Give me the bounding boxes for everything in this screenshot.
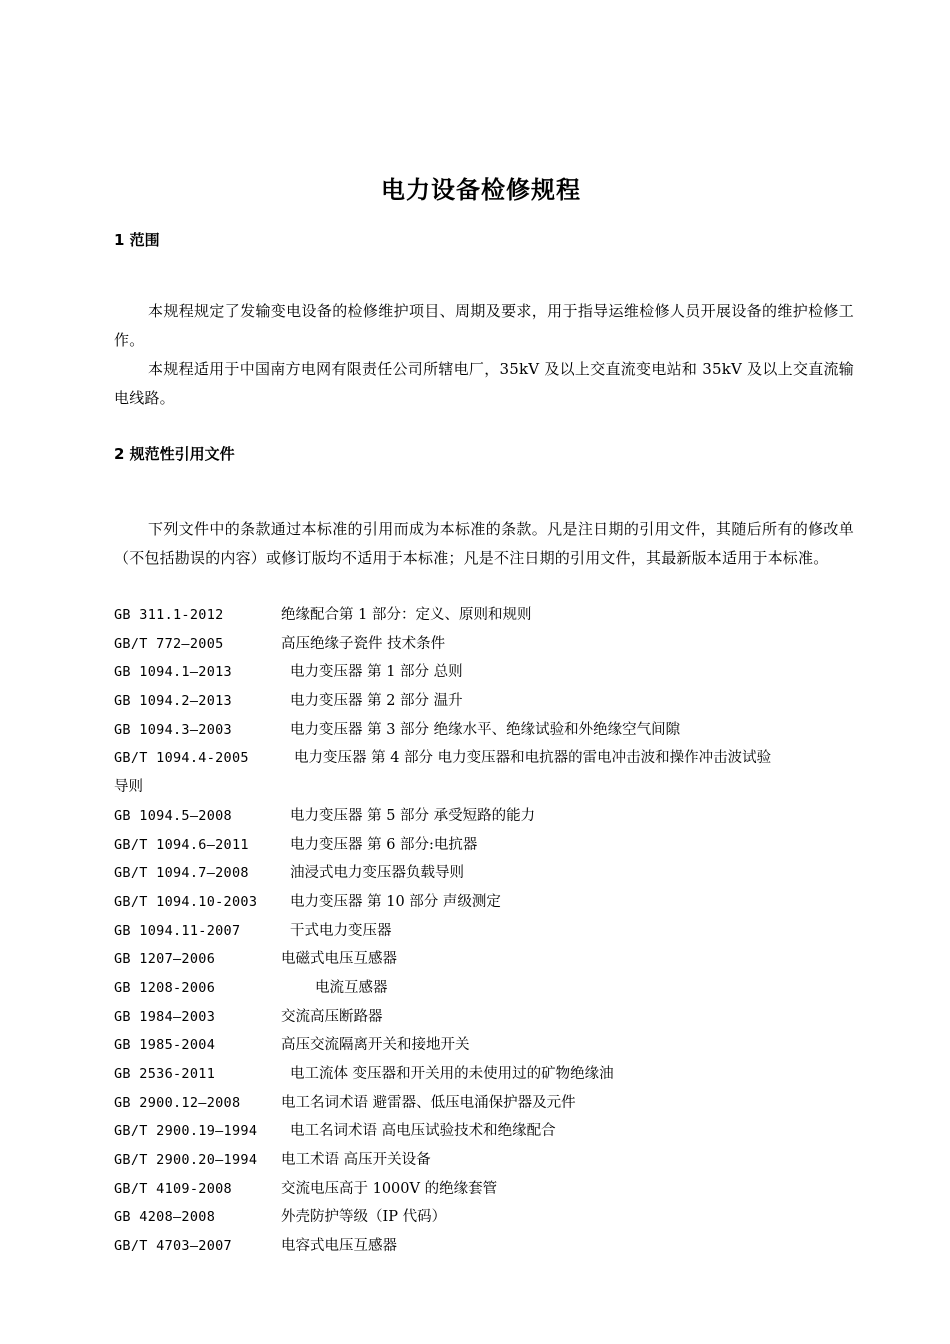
- reference-title: 绝缘配合第 1 部分：定义、原则和规则: [281, 607, 532, 623]
- reference-item: [114, 1060, 854, 1089]
- reference-item: [114, 630, 854, 659]
- reference-title: 电力变压器 第 4 部分 电力变压器和电抗器的雷电冲击波和操作冲击波试验: [294, 750, 772, 767]
- scope-paragraph-1: 本规程规定了发输变电设备的检修维护项目、周期及要求，用于指导运维检修人员开展设备的维护检修工作。: [114, 302, 854, 349]
- reference-title: 高压交流隔离开关和接地开关: [281, 1037, 470, 1054]
- reference-title: 交流高压断路器: [281, 1008, 383, 1025]
- reference-title: 电力变压器 第 10 部分 声级测定: [290, 893, 501, 910]
- reference-item: [114, 1003, 854, 1032]
- reference-item: [114, 687, 854, 716]
- reference-title: 电力变压器 第 3 部分 绝缘水平、绝缘试验和外绝缘空气间隙: [290, 721, 681, 738]
- scope-paragraph-2: 本规程适用于中国南方电网有限责任公司所辖电厂，35kV 及以上交直流变电站和 35kV 及以上交直流输电线路。: [114, 360, 854, 407]
- section-heading-normative-references: 2 规范性引用文件: [114, 445, 235, 463]
- reference-item: [114, 1146, 854, 1175]
- reference-item: [114, 1203, 854, 1232]
- reference-item: [114, 974, 854, 1003]
- reference-title: 电工流体 变压器和开关用的未使用过的矿物绝缘油: [290, 1066, 614, 1082]
- reference-title: 电力变压器 第 1 部分 总则: [290, 664, 463, 681]
- reference-code: GB 2536-2011: [114, 1066, 216, 1082]
- reference-code: GB/T 772—2005: [114, 635, 224, 652]
- reference-title: 电力变压器 第 5 部分 承受短路的能力: [290, 807, 536, 824]
- reference-title-continuation: 导则: [114, 779, 143, 796]
- reference-code: GB 1094.3—2003: [114, 721, 232, 738]
- reference-item: [114, 888, 854, 917]
- reference-item: [114, 601, 854, 630]
- reference-title: 电力变压器 第 6 部分:电抗器: [290, 836, 478, 853]
- references-intro-paragraph: 下列文件中的条款通过本标准的引用而成为本标准的条款。凡是注日期的引用文件，其随后所有的修改单（不包括勘误的内容）或修订版均不适用于本标准；凡是不注日期的引用文件，其最新版本适用于本标准。: [114, 520, 854, 567]
- reference-code: GB/T 1094.4-2005: [114, 750, 249, 767]
- reference-title: 交流电压高于 1000V 的绝缘套管: [281, 1180, 498, 1197]
- section-heading-scope: 1 范围: [114, 231, 160, 249]
- reference-title: 电流互感器: [315, 979, 388, 996]
- reference-code: GB 2900.12—2008: [114, 1094, 241, 1111]
- reference-title: 油浸式电力变压器负载导则: [290, 865, 464, 882]
- reference-title: 电工名词术语 避雷器、低压电涌保护器及元件: [281, 1094, 576, 1111]
- reference-code: GB/T 4109-2008: [114, 1180, 232, 1197]
- reference-title: 电磁式电压互感器: [281, 951, 397, 968]
- reference-title: 电力变压器 第 2 部分 温升: [290, 693, 463, 710]
- reference-code: GB 1207—2006: [114, 951, 216, 968]
- reference-code: GB 1094.2—2013: [114, 693, 232, 710]
- reference-code: GB/T 1094.10-2003: [114, 893, 258, 910]
- reference-item: [114, 744, 854, 773]
- reference-title: 电工术语 高压开关设备: [281, 1152, 431, 1169]
- reference-code: GB 1094.1—2013: [114, 664, 232, 681]
- reference-code: GB/T 1094.6—2011: [114, 836, 249, 853]
- reference-code: GB 1094.11-2007: [114, 922, 241, 939]
- reference-item: [114, 1175, 854, 1204]
- reference-item: [114, 658, 854, 687]
- reference-item: [114, 831, 854, 860]
- document-title: 电力设备检修规程: [381, 176, 581, 204]
- reference-code: GB 1208-2006: [114, 979, 216, 996]
- reference-item: [114, 1031, 854, 1060]
- reference-title: 电容式电压互感器: [281, 1238, 397, 1255]
- reference-item: [114, 859, 854, 888]
- reference-code: GB/T 1094.7—2008: [114, 865, 249, 882]
- reference-item: [114, 1232, 854, 1261]
- reference-code: GB 1094.5—2008: [114, 807, 232, 824]
- reference-item: [114, 945, 854, 974]
- reference-item: [114, 716, 854, 745]
- reference-code: GB/T 4703—2007: [114, 1238, 232, 1255]
- reference-title: 电工名词术语 高电压试验技术和绝缘配合: [290, 1123, 556, 1140]
- reference-item: [114, 802, 854, 831]
- reference-code: GB/T 2900.20—1994: [114, 1152, 258, 1169]
- reference-item: [114, 1117, 854, 1146]
- reference-code: GB 4208—2008: [114, 1209, 216, 1226]
- reference-code: GB 311.1-2012: [114, 607, 224, 623]
- reference-code: GB/T 2900.19—1994: [114, 1123, 258, 1140]
- reference-title: 高压绝缘子瓷件 技术条件: [281, 635, 446, 652]
- reference-list: [114, 601, 854, 1261]
- reference-item: [114, 917, 854, 946]
- reference-code: GB 1984—2003: [114, 1008, 216, 1025]
- reference-title: 干式电力变压器: [290, 922, 392, 939]
- reference-item: [114, 1089, 854, 1118]
- reference-title: 外壳防护等级（IP 代码）: [281, 1209, 447, 1226]
- reference-code: GB 1985-2004: [114, 1037, 216, 1054]
